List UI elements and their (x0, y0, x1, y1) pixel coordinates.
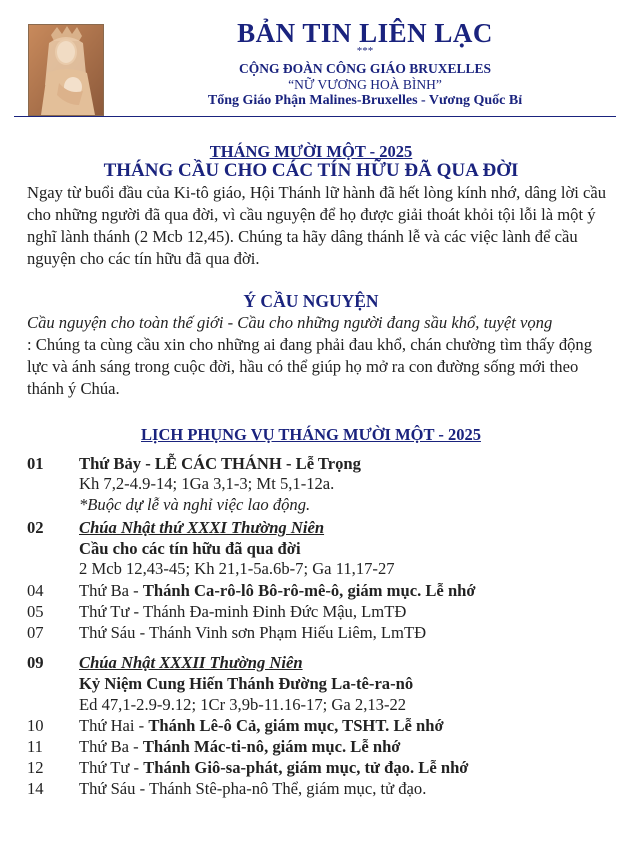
organization-name: CỘNG ĐOÀN CÔNG GIÁO BRUXELLES (238, 61, 492, 76)
month-title: THÁNG MƯỜI MỘT - 2025 (209, 142, 413, 161)
entry-date: 09 (27, 653, 44, 672)
entry-saint: Thánh Vinh sơn Phạm Hiếu Liêm, LmTĐ (149, 623, 427, 642)
entry-saint: Thánh Đa-minh Đinh Đức Mậu, LmTĐ (142, 602, 407, 621)
entry-weekday: Thứ Bảy - (79, 454, 155, 473)
entry-saint: Thánh Lê-ô Cả, giám mục, TSHT. Lễ nhớ (148, 716, 444, 735)
entry-date: 04 (27, 581, 44, 600)
entry-weekday: Thứ Ba - (79, 581, 143, 600)
title-ornament: *** (356, 45, 374, 57)
entry-date: 07 (27, 623, 44, 642)
newsletter-title: BẢN TIN LIÊN LẠC (237, 18, 493, 48)
intention-lead: Cầu nguyện cho toàn thế giới - Cầu cho những người đang sầu khổ, tuyệt vọng (27, 313, 553, 332)
entry-text (79, 778, 426, 799)
note-text: *Buộc dự lễ và nghỉ việc lao động. (79, 495, 311, 514)
entry-text (79, 453, 361, 474)
intention-body: : Chúng ta cùng cầu xin cho những ai đang phải đau khổ, chán chường tìm thấy động lực và ánh sáng trong cuộc đời, hầu có thể giúp họ mở ra con đường sống mới theo thánh ý Chúa. (27, 335, 593, 398)
month-theme: THÁNG CẦU CHO CÁC TÍN HỮU ĐÃ QUA ĐỜI (103, 160, 519, 181)
intention-title: Ý CẦU NGUYỆN (243, 291, 379, 311)
intro-paragraph: Ngay từ buổi đầu của Ki-tô giáo, Hội Thánh lữ hành đã hết lòng kính nhớ, dâng lời cầu cho những người đã qua đời, vì cầu nguyện để họ được giải thoát khỏi tội lỗi là một ý nghĩ lành thánh (2 Mcb 12,45). Chúng ta hãy dâng thánh lễ và các việc lành để cầu nguyện cho các tín hữu đã qua đời. (27, 183, 607, 268)
readings-text: Ed 47,1-2.9-9.12; 1Cr 3,9b-11.16-17; Ga 2,13-22 (79, 695, 407, 714)
entry-text (79, 601, 406, 622)
entry-weekday: Thứ Tư - (79, 758, 144, 777)
readings-text: Kh 7,2-4.9-14; 1Ga 3,1-3; Mt 5,1-12a. (79, 474, 335, 493)
entry-date: 10 (27, 716, 44, 735)
entry-weekday: Thứ Sáu - (79, 623, 149, 642)
community-name: “NỮ VƯƠNG HOÀ BÌNH” (288, 77, 442, 92)
entry-date: 14 (27, 779, 44, 798)
calendar-title: LỊCH PHỤNG VỤ THÁNG MƯỜI MỘT - 2025 (141, 425, 481, 444)
entry-text (79, 622, 426, 643)
entry-weekday: Thứ Sáu - (79, 779, 149, 798)
entry-weekday: Thứ Tư - (79, 602, 143, 621)
entry-feast: LỄ CÁC THÁNH (154, 454, 282, 473)
entry-text (79, 736, 401, 757)
entry-text (79, 715, 444, 736)
entry-date: 01 (27, 454, 44, 473)
entry-date: 02 (27, 518, 44, 537)
entry-sunday: Chúa Nhật XXXII Thường Niên (79, 653, 303, 672)
entry-date: 11 (27, 737, 43, 756)
entry-weekday: Thứ Ba - (79, 737, 143, 756)
entry-date: 12 (27, 758, 44, 777)
entry-text (79, 580, 476, 601)
header-divider (14, 116, 616, 117)
entry-date: 05 (27, 602, 44, 621)
entry-rank: - Lễ Trọng (281, 454, 361, 473)
entry-feast: Cầu cho các tín hữu đã qua đời (79, 539, 301, 558)
entry-feast: Kỷ Niệm Cung Hiến Thánh Đường La-tê-ra-nô (79, 674, 414, 693)
entry-saint: Thánh Ca-rô-lô Bô-rô-mê-ô, giám mục. Lễ nhớ (142, 581, 476, 600)
readings-text: 2 Mcb 12,43-45; Kh 21,1-5a.6b-7; Ga 11,17-27 (79, 559, 395, 578)
intention-paragraph (27, 312, 607, 400)
entry-saint: Thánh Giô-sa-phát, giám mục, tử đạo. Lễ nhớ (143, 758, 469, 777)
archdiocese-line: Tổng Giáo Phận Malines-Bruxelles - Vương Quốc Bỉ (207, 93, 523, 108)
entry-saint: Thánh Stê-pha-nô Thể, giám mục, tử đạo. (149, 779, 427, 798)
entry-text (79, 757, 469, 778)
madonna-statue-icon (28, 24, 104, 116)
entry-weekday: Thứ Hai - (79, 716, 149, 735)
entry-sunday: Chúa Nhật thứ XXXI Thường Niên (79, 518, 325, 537)
entry-saint: Thánh Mác-ti-nô, giám mục. Lễ nhớ (142, 737, 401, 756)
